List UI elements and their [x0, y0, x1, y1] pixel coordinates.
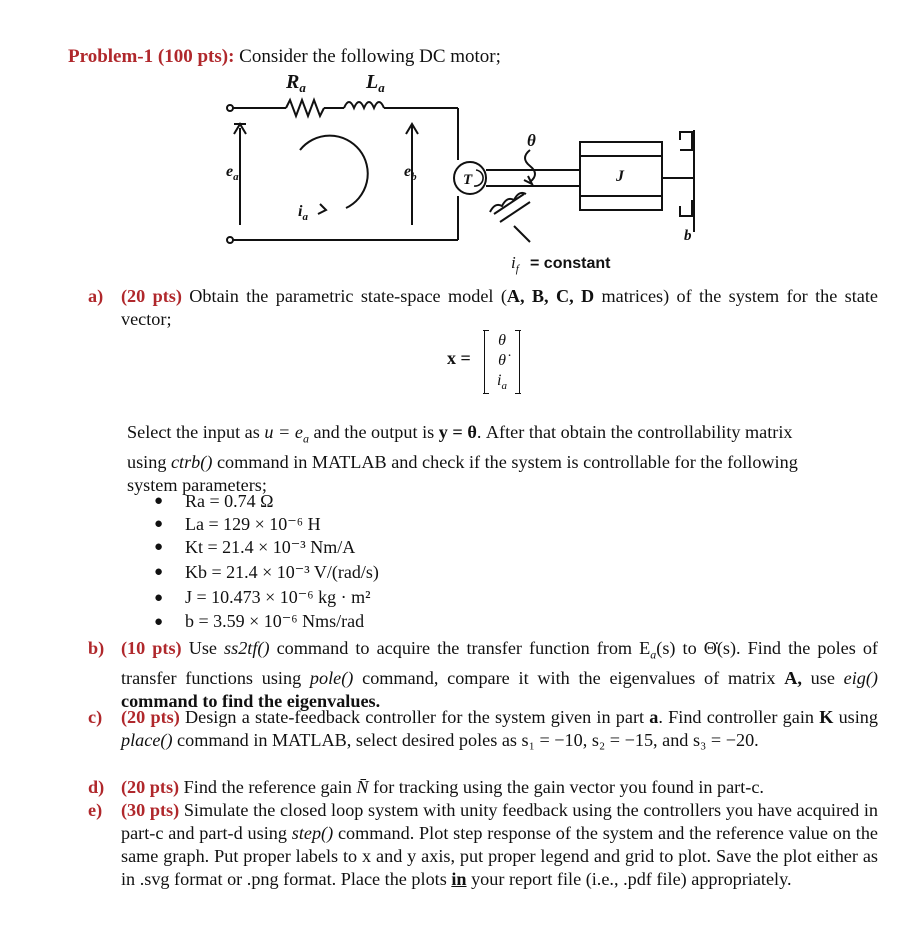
param-kb: Kb = 21.4 × 10⁻³ V/(rad/s) — [185, 562, 379, 582]
j-label: J — [616, 168, 624, 185]
b-label: b — [684, 228, 692, 244]
param-b: b = 3.59 × 10⁻⁶ Nms/rad — [185, 611, 365, 631]
part-e: e) (30 pts) Simulate the closed loop system with unity feedback using the controllers you have acquired in part-c and part-d using step() command. Plot step response of the system and the reference value on the same graph. Put proper labels to x and y axis, put proper legend and grid to plot. Save the plot either as in .svg format or .png format. Place the plots in your report file (i.e., .pdf file) appropriately. — [88, 800, 878, 889]
part-d: d) (20 pts) Find the reference gain N̄ for tracking using the gain vector you found in part-c. — [88, 777, 764, 797]
theta-label: θ — [527, 131, 536, 150]
param-j: J = 10.473 × 10⁻⁶ kg · m² — [185, 587, 371, 607]
if-constant-label: = constant — [530, 255, 611, 272]
part-a: a) (20 pts) Obtain the parametric state-space model (A, B, C, D matrices) of the system for the state vector; — [88, 286, 878, 329]
param-kt: Kt = 21.4 × 10⁻³ Nm/A — [185, 537, 356, 557]
svg-text:if: $i_f$ — [511, 253, 519, 275]
dc-motor-diagram — [0, 0, 902, 290]
t-label: T — [463, 172, 473, 188]
param-ra: Ra = 0.74 Ω — [185, 491, 274, 511]
bullet-icon: ● — [154, 539, 164, 555]
ea-label: e — [226, 163, 234, 180]
svg-text:Ra: $R_a$ — [286, 71, 306, 95]
part-c-label: c) — [88, 707, 103, 727]
svg-text:ia: $i_a$ — [298, 203, 308, 223]
la-label: L — [366, 71, 379, 93]
svg-text:La: $L_a$ — [366, 71, 385, 95]
state-vector-matrix: θ θ̇ $i_a$ — [484, 331, 520, 393]
part-e-label: e) — [88, 800, 103, 820]
problem-intro: Consider the following DC motor; — [239, 46, 501, 67]
param-la: La = 129 × 10⁻⁶ H — [185, 514, 321, 534]
eb-label: e — [404, 163, 412, 180]
inductor-la — [344, 102, 384, 108]
select-paragraph: Select the input as $u = e_a$ and the output is y = θ. After that obtain the controllability matrix using ctrb() command in MATLAB and check if the system is controllable for the following system parameters; — [127, 422, 798, 495]
part-c: c) (20 pts) Design a state-feedback controller for the system given in part a. Find controller gain K using place() command in MATLAB, select desired poles as s₁ = −10, s₂ = −15, and s₃ = −20. — [88, 707, 878, 750]
resistor-ra — [286, 100, 324, 116]
bullet-icon: ● — [154, 614, 164, 630]
part-d-label: d) — [88, 777, 105, 797]
state-vector-label: x = — [447, 348, 471, 368]
part-b: b) (10 pts) Use ss2tf() command to acquire the transfer function from $E_a(s)$ to Θ̇(s). Find the poles of transfer functions using pole() command, compare it with the eigenvalues of matrix A, use eig() command to find the eigenvalues. — [88, 638, 878, 711]
part-a-label: a) — [88, 286, 104, 306]
bullet-icon: ● — [154, 516, 164, 532]
if-label: i — [511, 253, 516, 272]
bullet-icon: ● — [154, 590, 164, 606]
ra-label: R — [286, 71, 300, 93]
bullet-icon: ● — [154, 493, 164, 509]
svg-text:ea: $e_a$ — [226, 163, 239, 183]
ia-label: i — [298, 203, 303, 220]
svg-text:eb: $e_b$ — [404, 163, 417, 183]
bullet-icon: ● — [154, 564, 164, 580]
problem-label: Problem-1 (100 pts): — [68, 46, 235, 67]
part-b-label: b) — [88, 638, 105, 658]
